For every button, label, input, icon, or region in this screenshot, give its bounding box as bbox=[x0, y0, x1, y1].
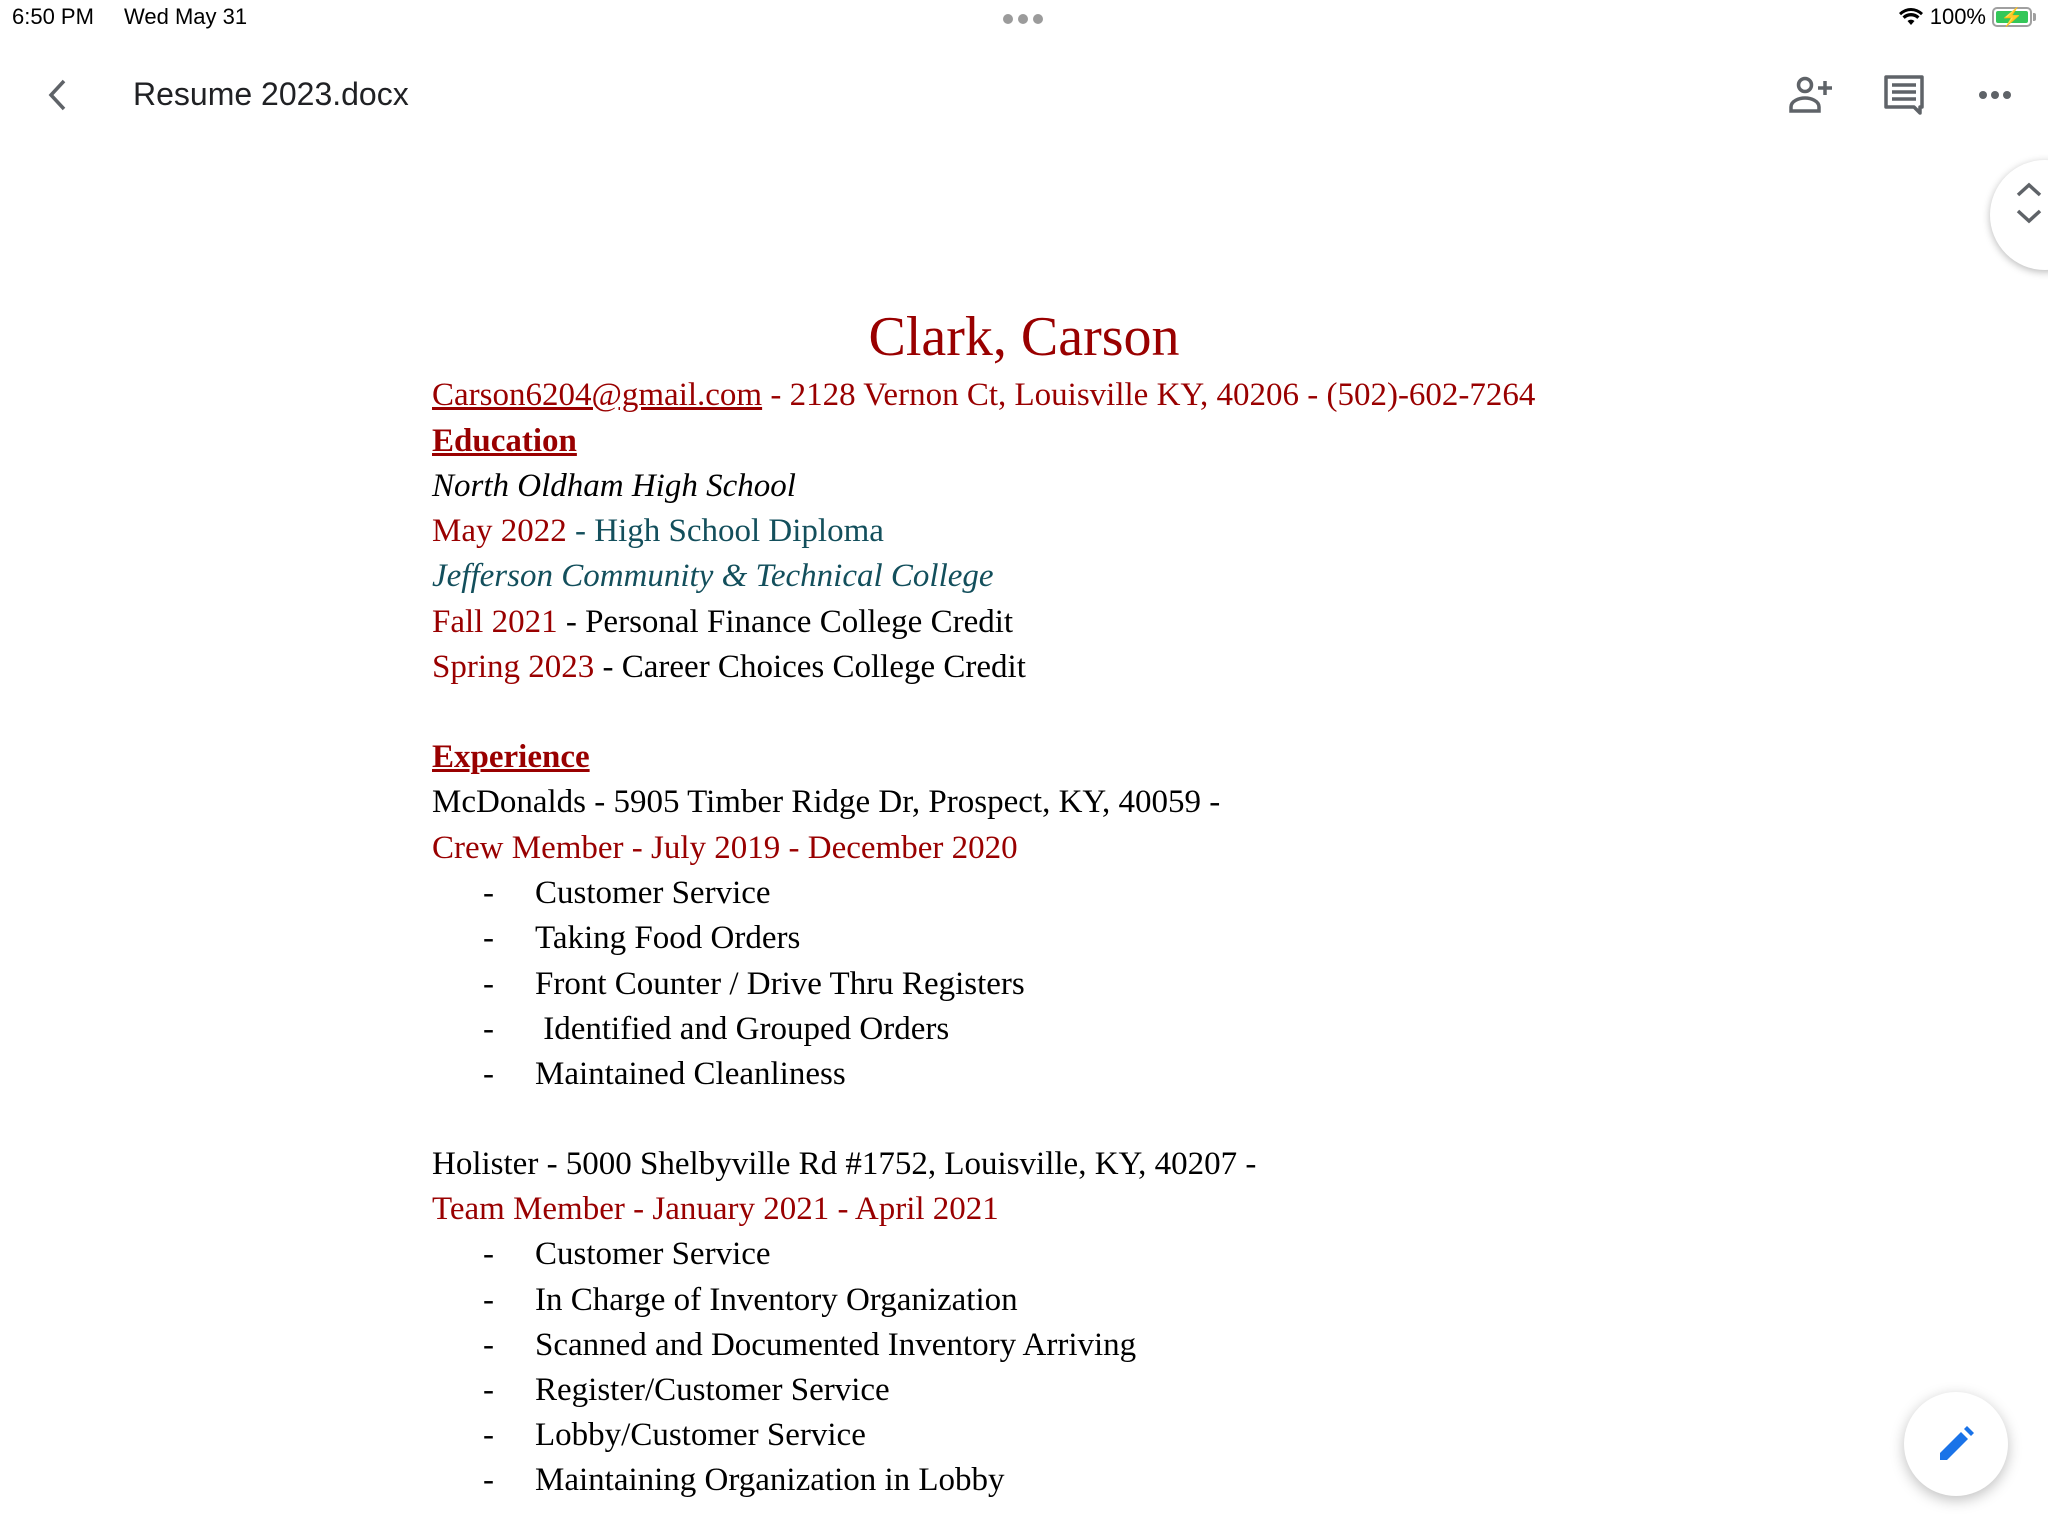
bullet-marker: - bbox=[483, 1372, 494, 1408]
duty-text: Identified and Grouped Orders bbox=[535, 1011, 950, 1047]
credit-term: Fall 2021 bbox=[432, 604, 558, 640]
bullet-marker: - bbox=[483, 1417, 494, 1453]
battery-percent: 100% bbox=[1929, 4, 1986, 29]
employer-line: Holister - 5000 Shelbyville Rd #1752, Louisville, KY, 40207 - bbox=[432, 1146, 1257, 1182]
duty-item bbox=[483, 875, 771, 912]
duty-text: Customer Service bbox=[535, 875, 771, 911]
duty-text: Maintaining Organization in Lobby bbox=[535, 1462, 1005, 1498]
contact-line bbox=[432, 377, 1535, 414]
duty-text: Register/Customer Service bbox=[535, 1372, 890, 1408]
employer-line: McDonalds - 5905 Timber Ridge Dr, Prospect, KY, 40059 - bbox=[432, 784, 1221, 820]
credit-line bbox=[432, 649, 1026, 686]
edit-button[interactable] bbox=[1904, 1392, 2008, 1496]
duty-item bbox=[483, 1011, 950, 1048]
credit-detail: - Personal Finance College Credit bbox=[557, 604, 1014, 640]
pencil-icon bbox=[1937, 1425, 1975, 1463]
duty-item bbox=[483, 1462, 1005, 1499]
duty-text: In Charge of Inventory Organization bbox=[535, 1282, 1018, 1318]
diploma-date: May 2022 bbox=[432, 513, 567, 549]
bullet-marker: - bbox=[483, 1236, 494, 1272]
document-title: Resume 2023.docx bbox=[133, 76, 409, 112]
duty-text: Lobby/Customer Service bbox=[535, 1417, 866, 1453]
duty-item bbox=[483, 1056, 846, 1093]
bullet-marker: - bbox=[483, 1282, 494, 1318]
bullet-marker: - bbox=[483, 966, 494, 1002]
credit-detail: - Career Choices College Credit bbox=[594, 649, 1026, 685]
duty-item bbox=[483, 1282, 1018, 1319]
bullet-marker: - bbox=[483, 1011, 494, 1047]
duty-item bbox=[483, 1236, 771, 1273]
college-name: Jefferson Community & Technical College bbox=[432, 558, 994, 594]
role-line: Crew Member - July 2019 - December 2020 bbox=[432, 830, 1018, 866]
duty-item bbox=[483, 966, 1025, 1003]
duty-text: Maintained Cleanliness bbox=[535, 1056, 846, 1092]
duty-text: Customer Service bbox=[535, 1236, 771, 1272]
diploma-line bbox=[432, 513, 884, 550]
credit-line bbox=[432, 604, 1013, 641]
bullet-marker: - bbox=[483, 1462, 494, 1498]
duty-text: Scanned and Documented Inventory Arriving bbox=[535, 1327, 1137, 1363]
diploma-detail: - High School Diploma bbox=[566, 513, 884, 549]
duty-item bbox=[483, 1372, 890, 1409]
duty-item bbox=[483, 1327, 1137, 1364]
email-link[interactable]: Carson6204@gmail.com bbox=[432, 377, 763, 413]
duty-item bbox=[483, 920, 801, 957]
bullet-marker: - bbox=[483, 920, 494, 956]
resume-name: Clark, Carson bbox=[868, 306, 1180, 368]
role-line: Team Member - January 2021 - April 2021 bbox=[432, 1191, 999, 1227]
duty-text: Taking Food Orders bbox=[535, 920, 801, 956]
duty-text: Front Counter / Drive Thru Registers bbox=[535, 966, 1025, 1002]
school-name: North Oldham High School bbox=[432, 468, 796, 504]
bullet-marker: - bbox=[483, 1327, 494, 1363]
bullet-marker: - bbox=[483, 1056, 494, 1092]
bullet-marker: - bbox=[483, 875, 494, 911]
status-time: 6:50 PM bbox=[12, 4, 94, 29]
credit-term: Spring 2023 bbox=[432, 649, 595, 685]
education-heading: Education bbox=[432, 423, 577, 459]
battery-charging-icon: ⚡ bbox=[1992, 7, 2032, 27]
experience-heading: Experience bbox=[432, 739, 590, 775]
status-date: Wed May 31 bbox=[124, 4, 248, 29]
duty-item bbox=[483, 1417, 866, 1454]
contact-details: - 2128 Vernon Ct, Louisville KY, 40206 - (502)-602-7264 bbox=[762, 377, 1536, 413]
